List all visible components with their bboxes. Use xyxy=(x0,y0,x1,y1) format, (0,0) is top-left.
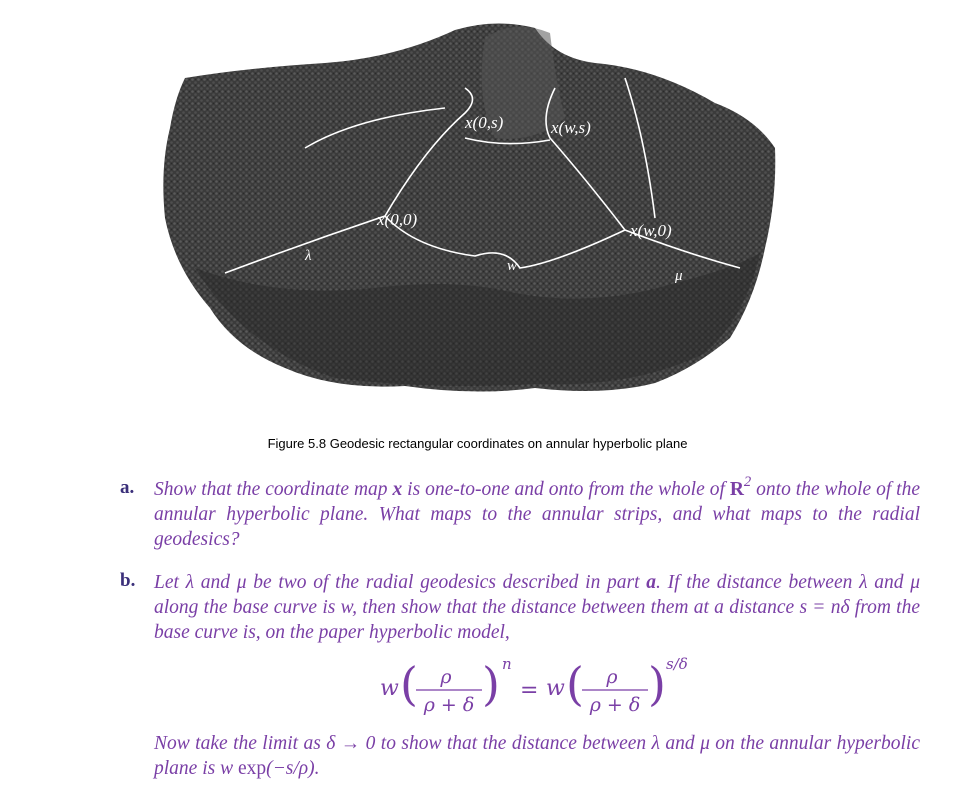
formula-w-right: w xyxy=(546,676,565,701)
crochet-hyperbolic-figure xyxy=(155,18,780,396)
part-a-marker: a. xyxy=(120,477,135,498)
label-xw0: x(w,0) xyxy=(630,221,672,240)
part-b-marker: b. xyxy=(120,570,136,591)
label-x0s: x(0,s) xyxy=(465,113,504,132)
formula-den-2: ρ + δ xyxy=(589,694,641,716)
formula-exp-n: n xyxy=(502,655,512,673)
formula-w-left: w xyxy=(380,676,399,701)
figure-graphic xyxy=(155,18,780,396)
label-lambda: λ xyxy=(305,248,312,264)
exercise-part-a xyxy=(120,474,920,552)
label-x00: x(0,0) xyxy=(377,210,418,229)
formula-paren-left-1: ( xyxy=(400,657,418,711)
figure-caption: Figure 5.8 Geodesic rectangular coordinates on annular hyperbolic plane xyxy=(267,436,688,451)
label-w: w xyxy=(507,258,518,274)
part-a-text: Show that the coordinate map x is one-to-one and onto from the whole of $R^2$ onto the whole of the annular hyperbolic plane. What maps to the annular strips, and what maps to the radial geodesics? xyxy=(154,474,920,550)
label-xws: x(w,s) xyxy=(551,118,591,137)
formula-paren-right-1: ) xyxy=(482,657,500,711)
formula-paren-left-2: ( xyxy=(566,657,584,711)
formula-paren-right-2: ) xyxy=(648,657,666,711)
formula-equals: = xyxy=(520,678,539,703)
formula-den-1: ρ + δ xyxy=(423,694,475,716)
exercise-part-b xyxy=(120,570,920,645)
part-b-text: Let λ and μ be two of the radial geodesics described in part a. If the distance between λ and μ along the base curve is w, then show that the distance between them at a distance s = nδ from the base curve is, on the paper hyperbolic model, xyxy=(154,572,920,643)
label-mu: μ xyxy=(675,268,683,284)
distance-formula xyxy=(380,655,700,717)
formula-exp-s-delta: s/δ xyxy=(666,655,688,673)
formula-rho-num-1: ρ xyxy=(440,666,452,688)
formula-rho-num-2: ρ xyxy=(606,666,618,688)
limit-paragraph: Now take the limit as δ → 0 to show that the distance between λ and μ on the annular hyperbolic plane is w exp(−s/ρ). xyxy=(154,733,920,779)
